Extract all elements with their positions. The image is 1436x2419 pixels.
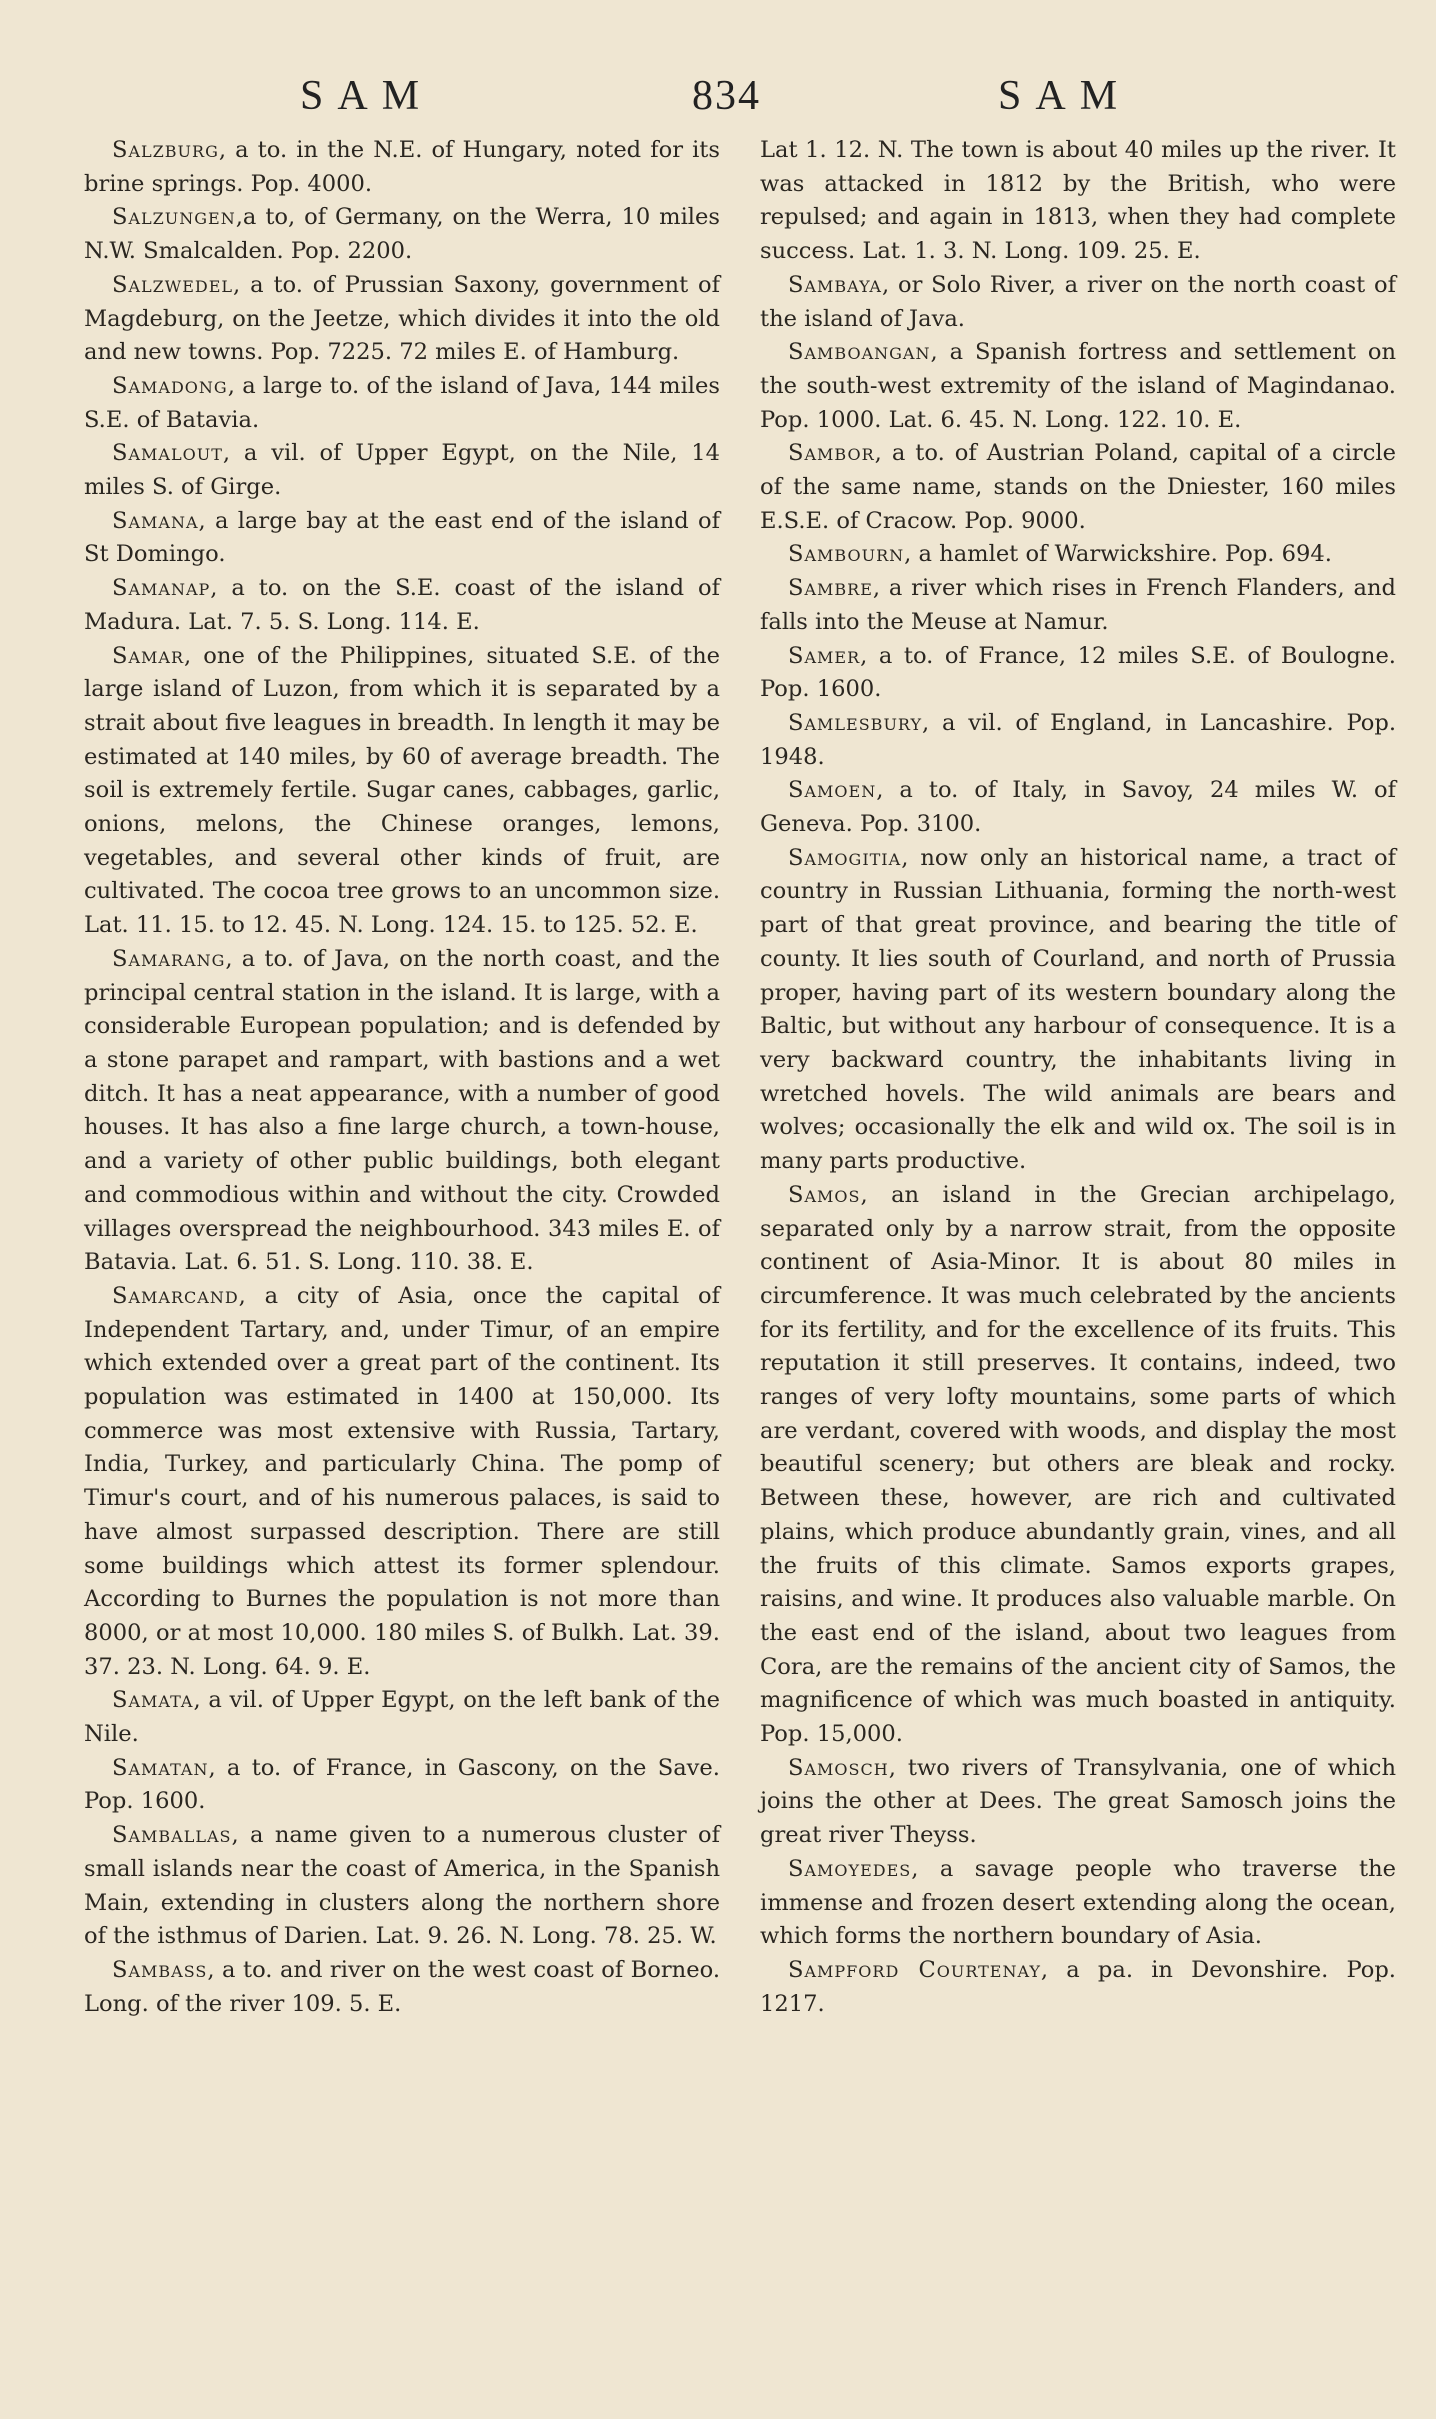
entry-headword: Sampford Courtenay (788, 1956, 1041, 1983)
entry-headword: Samosch (788, 1754, 889, 1781)
entry-headword: Samlesbury (788, 709, 923, 736)
dictionary-entry (760, 1853, 1396, 1954)
entry-headword: Samalout (112, 440, 223, 467)
entry-text: , two rivers of Transylvania, one of which joins the other at Dees. The great Samosch joins the great river Theyss. (760, 1754, 1396, 1849)
dictionary-entry (84, 572, 720, 639)
entry-headword: Samana (112, 507, 199, 534)
dictionary-entry (84, 1752, 720, 1819)
dictionary-entry (84, 370, 720, 437)
dictionary-entry (84, 640, 720, 943)
entry-headword: Samoyedes (788, 1855, 912, 1882)
entry-text: , a vil. of Upper Egypt, on the Nile, 14 miles S. of Girge. (84, 440, 720, 501)
dictionary-entry (760, 336, 1396, 437)
dictionary-entry (760, 842, 1396, 1179)
dictionary-entry (760, 1752, 1396, 1853)
entry-headword: Sambaya (788, 271, 882, 298)
dictionary-entry (84, 1819, 720, 1954)
entry-headword: Samata (112, 1687, 194, 1714)
entry-text: , a name given to a numerous cluster of small islands near the coast of America, in the Spanish Main, extending in clusters along the northern shore of the isthmus of Darien. Lat. 9. 26. N. Long. 78. 25. W. (84, 1822, 720, 1950)
entry-text: , a vil. of England, in Lancashire. Pop. 1948. (760, 709, 1396, 770)
entry-text: , a to. of France, 12 miles S.E. of Boulogne. Pop. 1600. (760, 642, 1396, 703)
entry-text: , a to. of Austrian Poland, capital of a circle of the same name, stands on the Dniester, 160 miles E.S.E. of Cracow. Pop. 9000. (760, 440, 1396, 534)
entry-headword: Samboangan (788, 339, 931, 366)
dictionary-entry (84, 943, 720, 1280)
entry-text: , a Spanish fortress and settlement on the south-west extremity of the island of Magindanao. Pop. 1000. Lat. 6. 45. N. Long. 122. 10. E. (760, 339, 1396, 433)
entry-headword: Samanap (112, 575, 211, 602)
entry-text: , a to. in the N.E. of Hungary, noted for its brine springs. Pop. 4000. (84, 137, 720, 197)
entry-text: , a city of Asia, once the capital of Independent Tartary, and, under Timur, of an empire which extended over a great part of the continent. Its population was estimated in 1400 at 150,000. Its commerce was most extensive with Russia, Tartary, India, Turkey, and particularly China. The pomp of Timur's court, and of his numerous palaces, is said to have almost surpassed description. There are still some buildings which attest its former splendour. According to Burnes the population is not more than 8000, or at most 10,000. 180 miles S. of Bulkh. Lat. 39. 37. 23. N. Long. 64. 9. E. (84, 1282, 720, 1680)
dictionary-entry (84, 1684, 720, 1751)
right-column (760, 134, 1396, 2021)
entry-text: , an island in the Grecian archipelago, separated only by a narrow strait, from the opposite continent of Asia-Minor. It is about 80 miles in circumference. It was much celebrated by the ancients for its fertility, and for the excellence of its fruits. This reputation it still preserves. It contains, indeed, two ranges of very lofty mountains, some parts of which are verdant, covered with woods, and display the most beautiful scenery; but others are bleak and rocky. Between these, however, are rich and cultivated plains, which produce abundantly grain, vines, and all the fruits of this climate. Samos exports grapes, raisins, and wine. It produces also valuable marble. On the east end of the island, about two leagues from Cora, are the remains of the ancient city of Samos, the magnificence of which was much boasted in antiquity. Pop. 15,000. (760, 1181, 1396, 1748)
entry-headword: Samar (112, 642, 185, 669)
entry-text: , a river which rises in French Flanders, and falls into the Meuse at Namur. (760, 575, 1396, 635)
entry-headword: Sambass (112, 1956, 208, 1983)
page-number: 834 (692, 73, 761, 119)
entry-text: , a to. of Java, on the north coast, and the principal central station in the island. It is large, with a considerable European population; and is defended by a stone parapet and rampart, with bastions and a wet ditch. It has a neat appearance, with a number of good houses. It has also a fine large church, a town-house, and a variety of other public buildings, both elegant and commodious within and without the city. Crowded villages overspread the neighbourhood. 343 miles E. of Batavia. Lat. 6. 51. S. Long. 110. 38. E. (84, 945, 720, 1276)
dictionary-entry (760, 707, 1396, 774)
running-head-left: SAM (300, 73, 434, 119)
entry-text: , a large to. of the island of Java, 144 miles S.E. of Batavia. (84, 372, 720, 433)
continued-entry: Lat 1. 12. N. The town is about 40 miles up the river. It was attacked in 1812 by the British, who were repulsed; and again in 1813, when they had complete success. Lat. 1. 3. N. Long. 109. 25. E. (760, 137, 1396, 265)
dictionary-entry (760, 538, 1396, 572)
entry-headword: Salzburg (112, 137, 219, 163)
entry-headword: Samer (788, 642, 861, 669)
dictionary-entry (84, 134, 720, 201)
dictionary-entry (84, 269, 720, 370)
dictionary-entry (760, 774, 1396, 841)
entry-headword: Samballas (112, 1822, 232, 1849)
entry-text: , a pa. in Devonshire. Pop. 1217. (760, 1956, 1396, 2017)
dictionary-entry (760, 269, 1396, 336)
dictionary-entry (84, 1954, 720, 2021)
dictionary-entry (84, 505, 720, 572)
page-header (0, 72, 1436, 132)
entry-text: , one of the Philippines, situated S.E. of the large island of Luzon, from which it is separated by a strait about five leagues in breadth. In length it may be estimated at 140 miles, by 60 of average breadth. The soil is extremely fertile. Sugar canes, cabbages, garlic, onions, melons, the Chinese oranges, lemons, vegetables, and several other kinds of fruit, are cultivated. The cocoa tree grows to an uncommon size. Lat. 11. 15. to 12. 45. N. Long. 124. 15. to 125. 52. E. (84, 642, 720, 939)
dictionary-entry (760, 1954, 1396, 2021)
entry-headword: Sambor (788, 440, 875, 467)
entry-text: , a savage people who traverse the immense and frozen desert extending along the ocean, which forms the northern boundary of Asia. (760, 1855, 1396, 1950)
entry-headword: Samoen (788, 777, 877, 804)
dictionary-entry (760, 640, 1396, 707)
dictionary-entry (84, 437, 720, 504)
entry-headword: Salzungen (112, 204, 236, 231)
entry-headword: Sambre (788, 575, 873, 602)
entry-text: , a hamlet of Warwickshire. Pop. 694. (904, 541, 1332, 568)
entry-text: , a to. of France, in Gascony, on the Save. Pop. 1600. (84, 1754, 720, 1815)
entry-text: , or Solo River, a river on the north coast of the island of Java. (760, 271, 1396, 332)
left-column (84, 134, 720, 2021)
dictionary-entry (760, 437, 1396, 538)
entry-headword: Sambourn (788, 541, 905, 568)
entry-headword: Samatan (112, 1754, 209, 1781)
entry-headword: Samos (788, 1181, 861, 1208)
entry-text: , a to. on the S.E. coast of the island of Madura. Lat. 7. 5. S. Long. 114. E. (84, 575, 720, 635)
entry-text: , a to. of Italy, in Savoy, 24 miles W. of Geneva. Pop. 3100. (760, 777, 1396, 838)
dictionary-entry (84, 201, 720, 268)
entry-text: , now only an historical name, a tract of country in Russian Lithuania, forming the north-west part of that great province, and bearing the title of county. It lies south of Courland, and north of Prussia proper, having part of its western boundary along the Baltic, but without any harbour of consequence. It is a very backward country, the inhabitants living in wretched hovels. The wild animals are bears and wolves; occasionally the elk and wild ox. The soil is in many parts productive. (760, 844, 1396, 1175)
entry-text: , a to. and river on the west coast of Borneo. Long. of the river 109. 5. E. (84, 1956, 720, 2017)
entry-headword: Samarcand (112, 1282, 239, 1309)
entry-headword: Salzwedel (112, 271, 234, 298)
entry-headword: Samarang (112, 945, 226, 972)
entry-text: , a to. of Prussian Saxony, government of Magdeburg, on the Jeetze, which divides it into the old and new towns. Pop. 7225. 72 miles E. of Hamburg. (84, 271, 720, 366)
running-head-right: SAM (998, 73, 1132, 119)
entry-text: , a vil. of Upper Egypt, on the left bank of the Nile. (84, 1687, 720, 1748)
dictionary-entry (760, 572, 1396, 639)
entry-headword: Samadong (112, 372, 228, 399)
dictionary-entry (84, 1280, 720, 1684)
entry-text: ,a to, of Germany, on the Werra, 10 miles N.W. Smalcalden. Pop. 2200. (84, 204, 720, 265)
entry-text: , a large bay at the east end of the island of St Domingo. (84, 507, 720, 568)
entry-headword: Samogitia (788, 844, 902, 871)
dictionary-entry (760, 1179, 1396, 1752)
